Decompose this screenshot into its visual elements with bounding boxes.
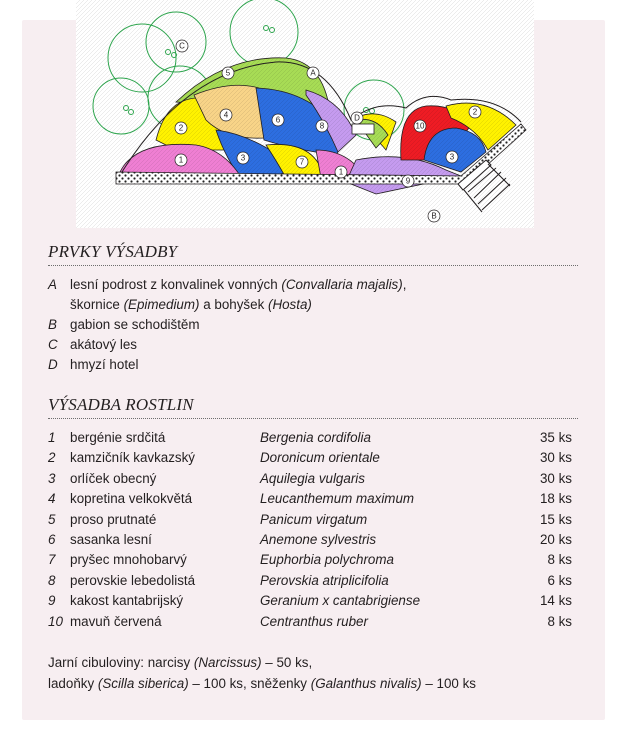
plan-label-3-right: 3 (449, 152, 455, 162)
plant-number: 3 (48, 470, 56, 486)
plant-quantity: 6 ks (547, 572, 572, 588)
plant-quantity: 14 ks (539, 593, 572, 609)
plant-czech-name: sasanka lesní (70, 531, 152, 547)
table-row (48, 510, 572, 530)
plant-number: 2 (48, 450, 56, 466)
section-heading-prvky: PRVKY VÝSADBY (48, 242, 578, 266)
prvky-list (48, 275, 588, 375)
plan-label-1-middle: 1 (338, 167, 344, 177)
plant-number: 8 (48, 572, 56, 588)
plant-quantity: 30 ks (539, 450, 572, 466)
item-key: C (48, 337, 58, 352)
item-text: lesní podrost z konvalinek vonných (Convallaria majalis), (70, 277, 407, 292)
plan-label-c: C (179, 41, 185, 51)
item-key (48, 295, 70, 315)
table-row (48, 448, 572, 468)
plant-czech-name: mavuň červená (70, 613, 162, 629)
plant-quantity: 30 ks (539, 470, 572, 486)
plan-label-3: 3 (240, 153, 246, 163)
plan-label-2-right: 2 (472, 107, 478, 117)
plan-label-2: 2 (178, 123, 184, 133)
list-item (48, 335, 588, 355)
item-text: hmyzí hotel (70, 357, 139, 372)
plan-hatching (76, 0, 534, 228)
spring-bulbs-note (48, 652, 588, 694)
plant-latin-name: Anemone sylvestris (260, 531, 377, 547)
table-row (48, 612, 572, 632)
plant-quantity: 15 ks (539, 511, 572, 527)
plant-czech-name: bergénie srdčitá (70, 430, 166, 445)
plan-label-1: 1 (178, 155, 184, 165)
garden-plan-illustration (76, 0, 534, 228)
spring-line-1: Jarní cibuloviny: narcisy (Narcissus) – 50 ks, (48, 655, 313, 670)
plant-czech-name: kopretina velkokvětá (70, 491, 193, 507)
table-row (48, 571, 572, 591)
list-item (48, 295, 588, 315)
plant-latin-name: Euphorbia polychroma (260, 552, 394, 568)
item-key: A (48, 277, 57, 292)
plant-czech-name: pryšec mnohobarvý (70, 552, 187, 568)
plan-label-4: 4 (223, 110, 229, 120)
insect-hotel-shape (352, 124, 374, 134)
plant-latin-name: Leucanthemum maximum (260, 491, 415, 507)
section-heading-vysadba: VÝSADBA ROSTLIN (48, 395, 578, 419)
plant-quantity: 8 ks (547, 613, 572, 629)
table-row (48, 591, 572, 611)
plan-label-b: B (431, 211, 437, 221)
table-row (48, 530, 572, 550)
plant-czech-name: proso prutnaté (70, 511, 157, 527)
plant-latin-name: Bergenia cordifolia (260, 430, 371, 445)
item-key: D (48, 357, 58, 372)
table-row (48, 428, 572, 448)
table-row (48, 469, 572, 489)
plant-number: 7 (48, 552, 56, 568)
plant-czech-name: kakost kantabrijský (70, 593, 184, 609)
plant-number: 6 (48, 531, 56, 547)
plant-quantity: 18 ks (539, 491, 572, 507)
table-row (48, 550, 572, 570)
plant-latin-name: Centranthus ruber (260, 613, 368, 629)
item-text: škornice (Epimedium) a bohyšek (Hosta) (70, 297, 312, 312)
plant-number: 4 (48, 491, 56, 507)
table-row (48, 489, 572, 509)
plan-label-5: 5 (225, 68, 231, 78)
spring-line-2: ladoňky (Scilla siberica) – 100 ks, sněženky (Galanthus nivalis) – 100 ks (48, 676, 476, 691)
plant-czech-name: orlíček obecný (70, 470, 157, 486)
plant-latin-name: Geranium x cantabrigiense (260, 593, 421, 609)
item-text: akátový les (70, 337, 137, 352)
plant-number: 10 (48, 613, 63, 629)
plant-number: 5 (48, 511, 56, 527)
plan-label-10: 10 (415, 121, 425, 131)
list-item (48, 355, 588, 375)
plant-latin-name: Doronicum orientale (260, 450, 380, 466)
plant-quantity: 8 ks (547, 552, 572, 568)
list-item (48, 315, 588, 335)
plant-czech-name: perovskie lebedolistá (70, 572, 196, 588)
plan-label-d: D (354, 113, 360, 123)
item-text: gabion se schodištěm (70, 317, 200, 332)
plant-czech-name: kamzičník kavkazský (70, 450, 196, 466)
plant-number: 1 (48, 430, 56, 445)
item-key: B (48, 317, 57, 332)
list-item (48, 275, 588, 295)
plant-number: 9 (48, 593, 56, 609)
plant-latin-name: Aquilegia vulgaris (260, 470, 365, 486)
plant-quantity: 35 ks (539, 430, 572, 445)
plant-latin-name: Perovskia atriplicifolia (260, 572, 389, 588)
plant-quantity: 20 ks (539, 531, 572, 547)
plan-label-9: 9 (405, 176, 411, 186)
plant-latin-name: Panicum virgatum (260, 511, 368, 527)
plant-table (48, 428, 572, 632)
plan-label-7: 7 (299, 157, 305, 167)
plan-label-8: 8 (319, 121, 325, 131)
plan-label-a: A (310, 68, 316, 78)
plan-label-6: 6 (275, 115, 281, 125)
